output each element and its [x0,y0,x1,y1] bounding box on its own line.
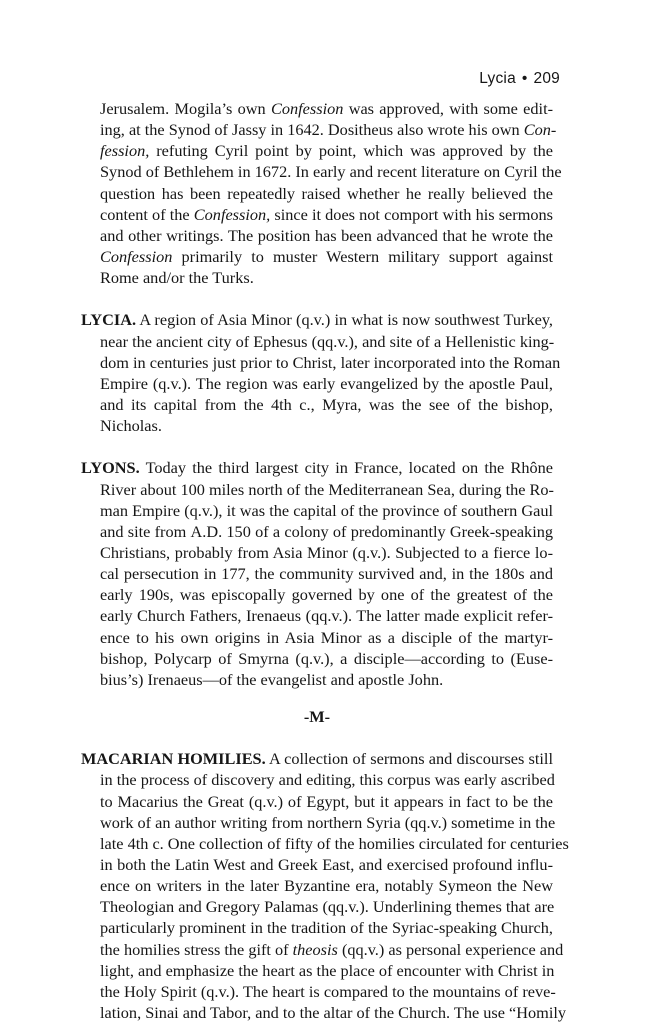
text-line: the Holy Spirit (q.v.). The heart is compared to the mountains of reve- [100,981,556,1001]
text-line: and other writings. The position has been advanced that he wrote the [100,225,553,245]
text-line: MACARIAN HOMILIES. A collection of sermons and discourses still [81,749,553,769]
text-line: ing, at the Synod of Jassy in 1642. Dositheus also wrote his own Con- [100,120,557,140]
text-line: Synod of Bethlehem in 1672. In early and recent literature on Cyril the [100,162,562,182]
text-line: cal persecution in 177, the community survived and, in the 180s and [100,564,553,584]
text-line: in both the Latin West and Greek East, and exercised profound influ- [100,855,553,874]
entry-headword: LYONS. [81,458,140,478]
text-line: light, and emphasize the heart as the place of encounter with Christ in [100,960,555,980]
text-line: question has been repeatedly raised whether he really believed the [100,183,553,203]
text-line: content of the Confession, since it does not comport with his sermons [100,204,553,224]
running-header [479,70,560,88]
entry-lycia [81,309,561,436]
text-line: Christians, probably from Asia Minor (q.v.). Subjected to a fierce lo- [100,542,553,562]
text-line: LYCIA. A region of Asia Minor (q.v.) in what is now southwest Turkey, [81,310,553,330]
text-line: bishop, Polycarp of Smyrna (q.v.), a disciple—according to (Euse- [100,648,553,668]
text-line: particularly prominent in the tradition of the Syriac-speaking Church, [100,918,553,938]
text-line: Empire (q.v.). The region was early evangelized by the apostle Paul, [100,373,553,393]
text-line: early Church Fathers, Irenaeus (qq.v.). The latter made explicit refer- [100,606,553,626]
section-letter-divider: -M- [303,707,331,727]
text-line: late 4th c. One collection of fifty of the homilies circulated for centuries [100,833,569,853]
text-line: and site from A.D. 150 of a colony of predominantly Greek-speaking [100,521,553,541]
text-line: River about 100 miles north of the Mediterranean Sea, during the Ro- [100,479,554,499]
text-line: Rome and/or the Turks. [100,268,254,288]
text-line: man Empire (q.v.), it was the capital of the province of southern Gaul [100,500,553,520]
text-line: Theologian and Gregory Palamas (qq.v.). Underlining themes that are [100,897,555,917]
entry-macarian-homilies [81,748,569,1023]
text-line: to Macarius the Great (q.v.) of Egypt, but it appears in fact to be the [100,791,553,811]
text-line: and its capital from the 4th c., Myra, was the see of the bishop, [100,395,553,415]
text-line: ence to his own origins in Asia Minor as a disciple of the martyr- [100,627,553,647]
page-body [81,98,569,1023]
entry-headword: LYCIA. [81,310,137,330]
text-line: lation, Sinai and Tabor, and to the altar of the Church. The use “Homily [100,1003,567,1023]
text-line: fession, refuting Cyril point by point, which was approved by the [100,141,553,161]
running-head-title: Lycia [479,70,516,87]
text-line: Jerusalem. Mogila’s own Confession was approved, with some edit- [100,99,554,118]
text-line: work of an author writing from northern Syria (qq.v.) sometime in the [100,812,556,832]
text-line: early 190s, was episcopally governed by one of the greatest of the [100,585,553,605]
page-number: 209 [533,70,560,87]
text-line: Nicholas. [100,416,162,436]
text-line: in the process of discovery and editing, this corpus was early ascribed [100,770,555,790]
text-line: Confession primarily to muster Western military support against [100,247,553,267]
header-separator: • [521,70,528,87]
entry-headword: MACARIAN HOMILIES. [81,749,266,769]
entry-lyons [81,457,553,690]
text-line: LYONS. Today the third largest city in France, located on the Rhône [81,458,553,478]
text-line: ence on writers in the later Byzantine era, notably Symeon the New [100,876,553,896]
text-line: bius’s) Irenaeus—of the evangelist and apostle John. [100,669,444,689]
text-line: near the ancient city of Ephesus (qq.v.), and site of a Hellenistic king- [100,331,555,351]
text-line: the homilies stress the gift of theosis (qq.v.) as personal experience and [100,939,564,959]
text-line: dom in centuries just prior to Christ, later incorporated into the Roman [100,352,561,372]
continued-paragraph [81,98,562,288]
